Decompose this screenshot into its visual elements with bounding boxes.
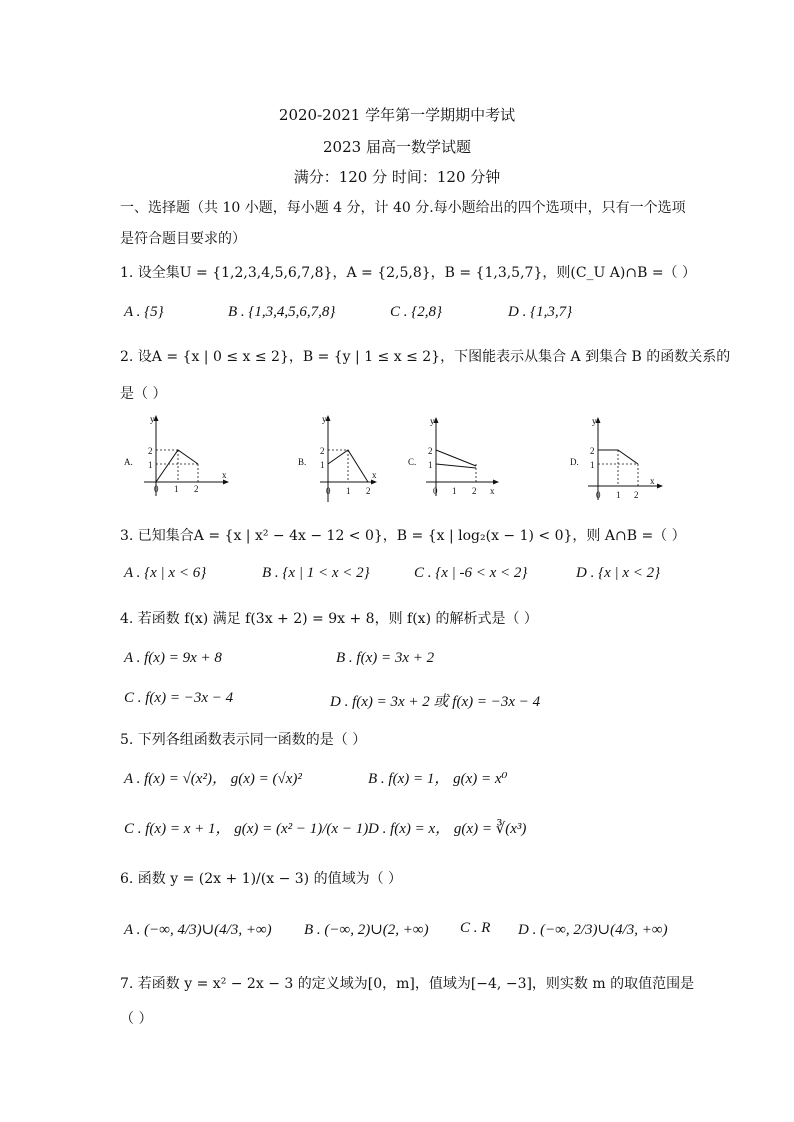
section-heading: 一、选择题（共 10 小题，每小题 4 分，计 40 分.每小题给出的四个选项中，只有一个选项 xyxy=(120,200,686,216)
svg-text:0: 0 xyxy=(596,490,601,500)
q3-option-c: C . {x | -6 < x < 2} xyxy=(414,565,528,581)
q2-graph-d xyxy=(566,412,670,512)
q3-option-a: A . {x | x < 6} xyxy=(124,565,207,581)
q2-graph-b xyxy=(292,412,382,512)
q1-option-a: A . {5} xyxy=(124,304,164,320)
svg-text:1: 1 xyxy=(174,484,179,494)
svg-text:1: 1 xyxy=(428,460,433,470)
svg-text:1: 1 xyxy=(320,460,325,470)
q4-option-b: B . f(x) = 3x + 2 xyxy=(336,650,435,666)
q5-option-b: B . f(x) = 1， g(x) = x⁰ xyxy=(368,771,508,787)
svg-text:1: 1 xyxy=(346,486,351,496)
question-5-stem: 5. 下列各组函数表示同一函数的是（ ） xyxy=(120,732,367,748)
q4-option-a: A . f(x) = 9x + 8 xyxy=(124,650,222,666)
graph-b-xlabel: x xyxy=(372,470,377,480)
exam-info: 满分：120 分 时间：120 分钟 xyxy=(293,168,501,186)
question-1-stem: 1. 设全集U = {1,2,3,4,5,6,7,8}，A = {2,5,8}，B = {1,3,5,7}，则(C_U A)∩B =（ ） xyxy=(120,265,696,281)
question-2-stem-cont: 是（ ） xyxy=(120,386,167,402)
exam-title: 2020-2021 学年第一学期期中考试 xyxy=(278,106,516,124)
graph-a-xlabel: x xyxy=(222,470,227,480)
section-heading-cont: 是符合题目要求的） xyxy=(120,231,246,247)
question-3-stem: 3. 已知集合A = {x | x² − 4x − 12 < 0}，B = {x | log₂(x − 1) < 0}，则 A∩B =（ ） xyxy=(120,528,686,544)
svg-text:0: 0 xyxy=(433,486,438,496)
q3-option-b: B . {x | 1 < x < 2} xyxy=(262,565,370,581)
svg-text:1: 1 xyxy=(590,460,595,470)
question-2-stem: 2. 设A = {x | 0 ≤ x ≤ 2}，B = {y | 1 ≤ x ≤ 2}，下图能表示从集合 A 到集合 B 的函数关系的 xyxy=(120,349,731,365)
svg-text:2: 2 xyxy=(366,486,371,496)
q1-option-d: D . {1,3,7} xyxy=(508,304,573,320)
graph-d-xlabel: x xyxy=(650,476,655,486)
svg-text:0: 0 xyxy=(154,484,159,494)
q1-option-c: C . {2,8} xyxy=(390,304,443,320)
svg-text:2: 2 xyxy=(194,484,199,494)
q4-option-d: D . f(x) = 3x + 2 或 f(x) = −3x − 4 xyxy=(330,694,541,710)
svg-text:2: 2 xyxy=(590,446,595,456)
svg-text:0: 0 xyxy=(326,486,331,496)
q5-option-c: C . f(x) = x + 1， g(x) = (x² − 1)/(x − 1) xyxy=(124,821,369,837)
graph-c-ylabel: y xyxy=(430,416,435,426)
svg-text:1: 1 xyxy=(148,460,153,470)
svg-text:2: 2 xyxy=(148,446,153,456)
svg-text:2: 2 xyxy=(320,446,325,456)
graph-a-label: A. xyxy=(124,457,133,467)
graph-a-ylabel: y xyxy=(150,414,155,424)
q6-option-c: C . R xyxy=(460,920,491,936)
question-7-stem: 7. 若函数 y = x² − 2x − 3 的定义域为[0，m]，值域为[−4, −3]，则实数 m 的取值范围是 xyxy=(120,976,695,992)
q6-option-a: A . (−∞, 4/3)∪(4/3, +∞) xyxy=(124,922,272,938)
q1-option-b: B . {1,3,4,5,6,7,8} xyxy=(228,304,336,320)
question-6-stem: 6. 函数 y = (2x + 1)/(x − 3) 的值域为（ ） xyxy=(120,871,403,887)
svg-text:2: 2 xyxy=(428,446,433,456)
graph-c-xlabel: x xyxy=(490,486,495,496)
svg-text:2: 2 xyxy=(634,490,639,500)
q5-option-d: D . f(x) = x， g(x) = ∛(x³) xyxy=(368,821,527,837)
exam-subtitle: 2023 届高一数学试题 xyxy=(323,138,471,156)
graph-b-label: B. xyxy=(298,457,307,467)
svg-text:1: 1 xyxy=(452,486,457,496)
question-4-stem: 4. 若函数 f(x) 满足 f(3x + 2) = 9x + 8，则 f(x) 的解析式是（ ） xyxy=(120,611,538,627)
graph-b-ylabel: y xyxy=(322,414,327,424)
graph-d-label: D. xyxy=(570,457,579,467)
q4-option-c: C . f(x) = −3x − 4 xyxy=(124,690,234,706)
q3-option-d: D . {x | x < 2} xyxy=(576,565,661,581)
svg-text:2: 2 xyxy=(472,486,477,496)
q6-option-b: B . (−∞, 2)∪(2, +∞) xyxy=(304,922,429,938)
q5-option-a: A . f(x) = √(x²)， g(x) = (√x)² xyxy=(124,771,302,787)
q6-option-d: D . (−∞, 2/3)∪(4/3, +∞) xyxy=(518,922,668,938)
q2-graph-a xyxy=(118,412,234,512)
graph-d-ylabel: y xyxy=(592,416,597,426)
svg-text:1: 1 xyxy=(616,490,621,500)
graph-c-label: C. xyxy=(408,457,417,467)
question-7-stem-cont: （ ） xyxy=(120,1011,153,1027)
q2-graph-c xyxy=(402,412,502,512)
